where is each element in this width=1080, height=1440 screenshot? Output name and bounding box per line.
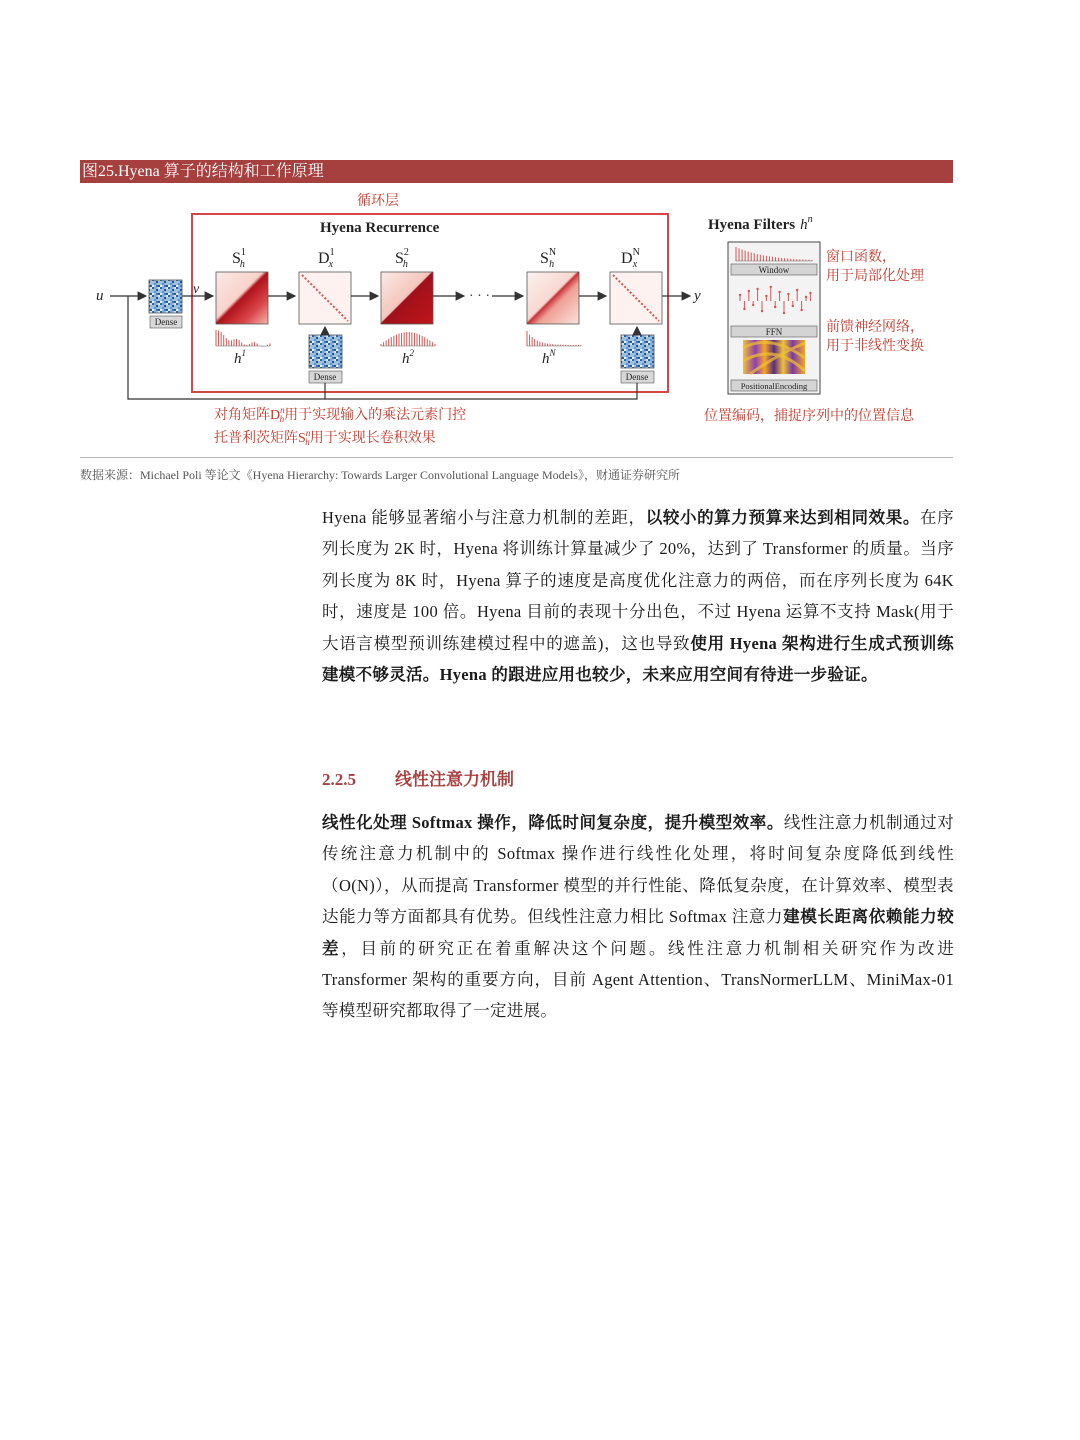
note-ffn-1: 前馈神经网络， [826, 320, 924, 335]
ffn-label: FFN [765, 327, 783, 337]
window-label: Window [758, 265, 790, 275]
note-posenc: 位置编码，捕捉序列中的位置信息 [704, 409, 914, 424]
ffn-point [761, 310, 763, 312]
input-u: u [96, 288, 104, 304]
ffn-point [792, 305, 794, 307]
ellipsis: · · · [469, 289, 490, 304]
dense-block-1 [309, 335, 342, 368]
label-s2: $S^2$ h [395, 247, 409, 270]
ffn-point [796, 289, 798, 291]
note-window-2: 用于局部化处理 [826, 269, 924, 284]
ffn-point [800, 309, 802, 311]
label-dn: $D^N$ x [621, 247, 640, 270]
ffn-point [809, 292, 811, 294]
filters-title: Hyena Filters $h^n$ [708, 214, 813, 233]
ffn-point [765, 295, 767, 297]
ffn-point [774, 306, 776, 308]
ffn-point [752, 304, 754, 306]
label-h1: $h^1$ [234, 348, 246, 367]
section-heading: 2.2.5 线性注意力机制 [322, 770, 514, 789]
filter-plot-2 [381, 332, 435, 346]
label-hn: $h^N$ [542, 348, 556, 367]
paragraph-hyena: Hyena 能够显著缩小与注意力机制的差距，以较小的算力预算来达到相同效果。在序列长度为 2K 时，Hyena 将训练计算量减少了 20%，达到了 Transformer 的质量。当序列长度为 8K 时，Hyena 算子的速度是高度优化注意力的两倍，而在序列长度为 64K 时，速度是 100 倍。Hyena 目前的表现十分出色，不过 Hyena 运算不支持 Mask(用于大语言模型预训练建模过程中的遮盖)，这也导致使用 Hyena 架构进行生成式预训练建模不够灵活。Hyena 的跟进应用也较少，未来应用空间有待进一步验证。 [322, 508, 954, 685]
label-sn: $S^N$ h [540, 247, 557, 270]
note-ffn-2: 用于非线性变换 [826, 339, 924, 354]
output-y: y [694, 288, 701, 304]
dense-block-n [621, 335, 654, 368]
ffn-point [778, 291, 780, 293]
dense-label-input: Dense [154, 317, 178, 327]
dense-label-1: Dense [313, 372, 337, 382]
ffn-point [787, 293, 789, 295]
dense-label-n: Dense [625, 372, 649, 382]
paragraph-linear-attention: 线性化处理 Softmax 操作，降低时间复杂度，提升模型效率。线性注意力机制通过对传统注意力机制中的 Softmax 操作进行线性化处理，将时间复杂度降低到线性（O(N)），从而提高 Transformer 模型的并行性能、降低复杂度，在计算效率、模型表达能力等方面都具有优势。但线性注意力相比 Softmax 注意力建模长距离依赖能力较差，目前的研究正在着重解决这个问题。线性注意力机制相关研究作为改进 Transformer 架构的重要方向，目前 Agent Attention、TransNormerLLM、MiniMax-01 等模型研究都取得了一定进展。 [322, 813, 955, 1021]
ffn-point [770, 286, 772, 288]
label-s1: $S^1$ h [232, 247, 246, 270]
figure-title: 图25.Hyena 算子的结构和工作原理 [80, 160, 953, 183]
figure-source: 数据来源：Michael Poli 等论文《Hyena Hierarchy: Towards Larger Convolutional Language Models》，财通证券研究所 [80, 468, 680, 482]
toeplitz-matrix-n [527, 272, 579, 324]
hyena-diagram [80, 183, 953, 458]
label-h2: $h^2$ [402, 348, 414, 367]
dense-block-input [149, 280, 182, 313]
filter-plot-n [527, 331, 581, 346]
ffn-point [756, 288, 758, 290]
note-diagonal: 对角矩阵$D^n$ h用于实现输入的乘法元素门控 [214, 405, 467, 424]
ffn-point [748, 290, 750, 292]
posenc-label: PositionalEncoding [740, 381, 808, 391]
toeplitz-matrix-2 [381, 272, 433, 324]
ffn-point [743, 308, 745, 310]
filter-plot-1 [216, 330, 270, 347]
note-toeplitz: 托普利茨矩阵$S^n$ h用于实现长卷积效果 [214, 428, 436, 447]
label-d1: $D^1$ x [318, 247, 335, 270]
ffn-point [783, 312, 785, 314]
note-window-1: 窗口函数， [826, 250, 896, 265]
recurrence-title: Hyena Recurrence [320, 220, 440, 236]
v-label: v [193, 282, 200, 297]
ffn-point [739, 294, 741, 296]
ffn-point [805, 296, 807, 298]
figure-divider [80, 457, 953, 458]
toeplitz-matrix-1 [216, 272, 268, 324]
loop-label: 循环层 [357, 194, 399, 209]
